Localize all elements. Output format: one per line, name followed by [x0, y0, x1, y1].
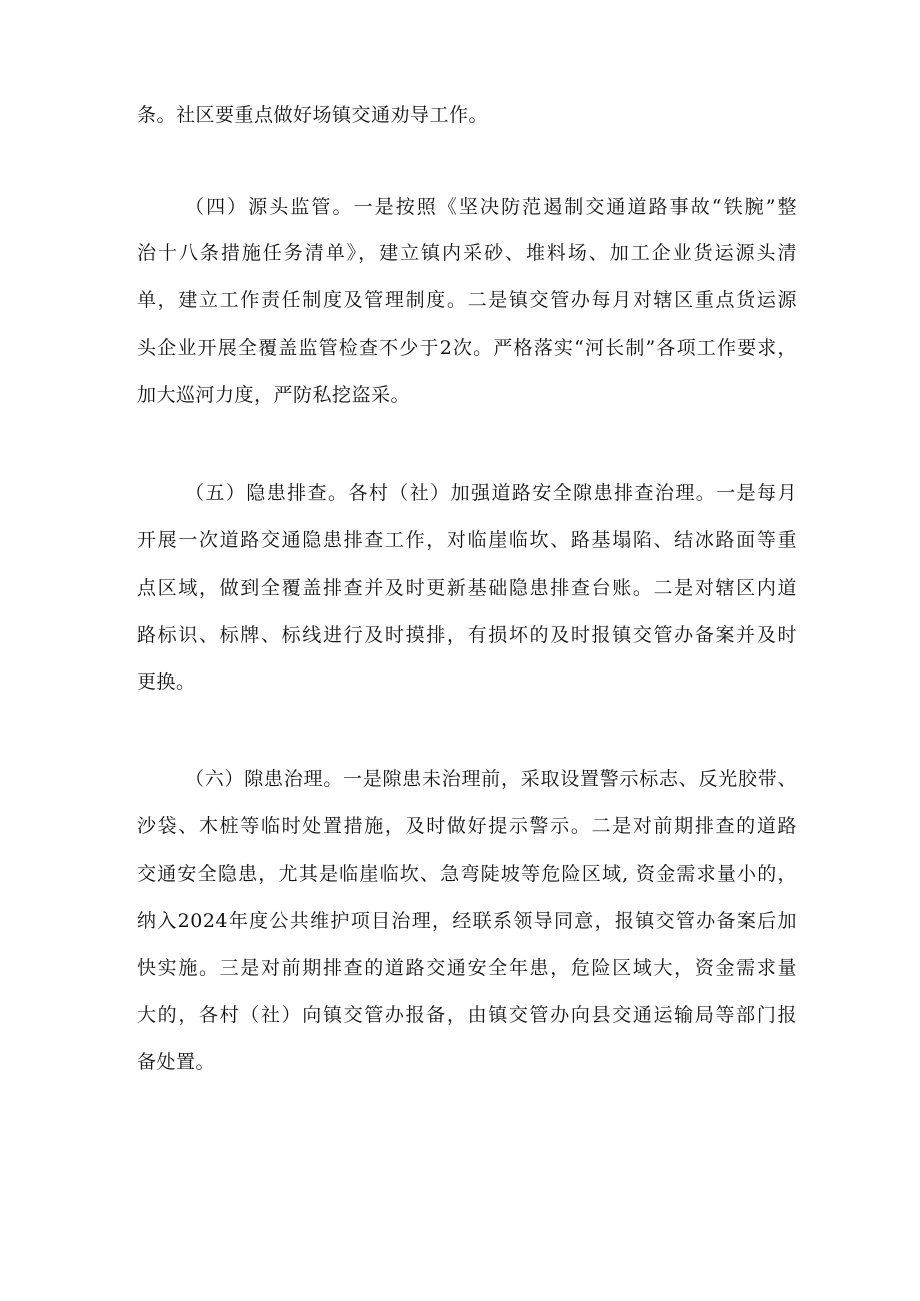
- paragraph-5-line-3: 点区域，做到全覆盖排查并及时更新基础隐患排查台账。二是对辖区内道: [137, 577, 797, 599]
- paragraph-5-line-2: 开展一次道路交通隐患排查工作，对临崖临坎、路基塌陷、结冰路面等重: [137, 529, 797, 551]
- paragraph-5-line-4: 路标识、标牌、标线进行及时摸排，有损坏的及时报镇交管办备案并及时: [137, 624, 797, 646]
- paragraph-5-line-1: （五）隐患排查。各村（社）加强道路安全隙患排查治理。一是每月: [185, 482, 797, 504]
- paragraph-4-line-5: 加大巡河力度，严防私挖盗采。: [137, 384, 411, 406]
- paragraph-5-line-5: 更换。: [137, 671, 196, 693]
- paragraph-6-line-2: 沙袋、木桩等临时处置措施，及时做好提示警示。二是对前期排查的道路: [137, 815, 797, 837]
- paragraph-6-line-6: 大的，各村（社）向镇交管办报备，由镇交管办向县交通运输局等部门报: [137, 1004, 797, 1026]
- paragraph-6-line-3: 交通安全隐患，尤其是临崖临坎、急弯陡坡等危险区域, 资金需求量小的，: [137, 863, 797, 885]
- paragraph-6-line-4: 纳入2024年度公共维护项目治理，经联系领导同意，报镇交管办备案后加: [137, 910, 797, 932]
- paragraph-4-line-4: 头企业开展全覆盖监管检查不少于2次。严格落实“河长制”各项工作要求，: [137, 337, 797, 359]
- paragraph-6-line-5: 快实施。三是对前期排查的道路交通安全年患，危险区域大，资金需求量: [137, 957, 797, 979]
- paragraph-4-line-3: 单，建立工作责任制度及管理制度。二是镇交管办每月对辖区重点货运源: [137, 289, 797, 311]
- paragraph-0-line-1: 条。社区要重点做好场镇交通劝导工作。: [137, 104, 489, 126]
- paragraph-4-line-2: 治十八条措施任务清单》，建立镇内采砂、堆料场、加工企业货运源头清: [137, 242, 797, 264]
- paragraph-6-line-1: （六）隙患治理。一是隙患未治理前，采取设置警示标志、反光胶带、: [185, 768, 797, 790]
- paragraph-6-line-7: 备处置。: [137, 1051, 216, 1073]
- paragraph-4-line-1: （四）源头监管。一是按照《坚决防范遏制交通道路事故“铁腕”整: [185, 196, 797, 218]
